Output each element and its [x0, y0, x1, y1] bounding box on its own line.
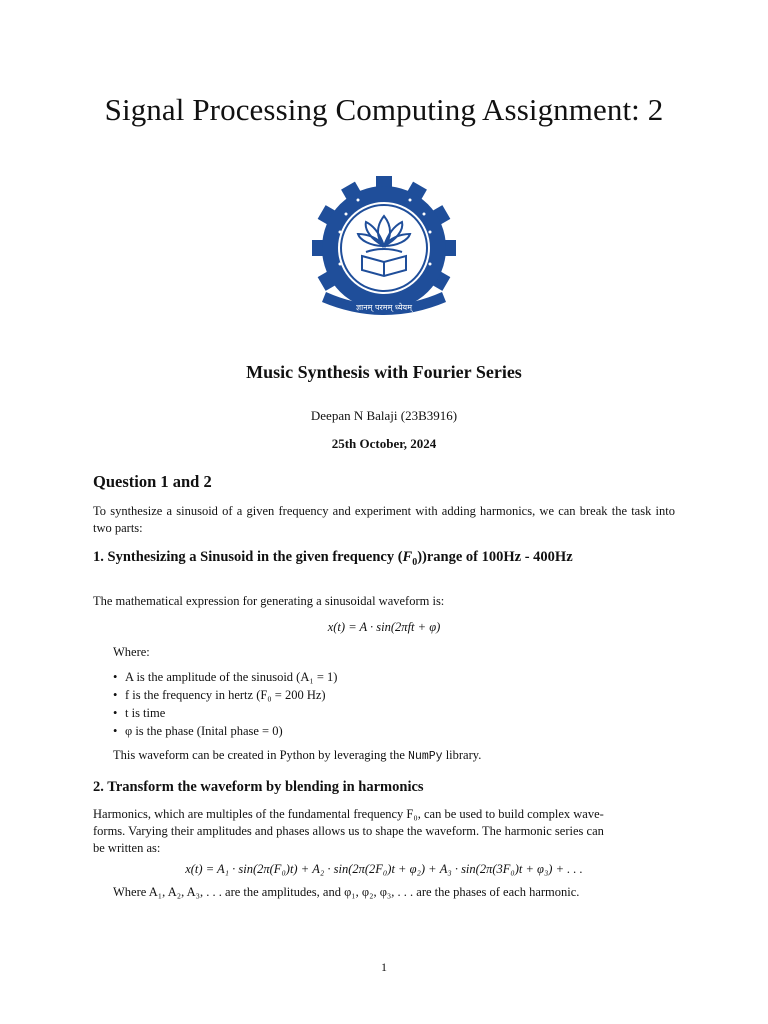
- expression-intro: The mathematical expression for generating a sinusoidal waveform is:: [93, 594, 445, 608]
- logo-motto: ज्ञानम् परमम् ध्येयम्: [356, 303, 412, 312]
- definition-list: [113, 668, 337, 740]
- subsection-heading-1: 1. Synthesizing a Sinusoid in the given frequency $(F_0))range$ of 100Hz - 400Hz: [93, 549, 573, 568]
- list-item: • t is time: [113, 704, 337, 722]
- subsection-heading-2: 2. Transform the waveform by blending in harmonics: [93, 779, 424, 795]
- iit-bombay-logo: [300, 172, 468, 324]
- list-item: • A is the amplitude of the sinusoid (A₁ = 1): [113, 668, 337, 686]
- section-intro: To synthesize a sinusoid of a given frequency and experiment with adding harmonics, we can break the task into two parts:: [93, 504, 675, 535]
- harmonics-paragraph: Harmonics, which are multiples of the fundamental frequency F₀, can be used to build complex wave- forms. Varying their amplitudes and phases allows us to shape the waveform. The harmonic series can be written as:: [93, 807, 604, 855]
- harmonics-where: Where A₁, A₂, A₃, . . . are the amplitudes, and φ₁, φ₂, φ₃, . . . are the phases of each harmonic.: [113, 885, 580, 899]
- section-heading: Question 1 and 2: [93, 472, 212, 491]
- equation-harmonic-series: x(t) = A₁ · sin(2π(F₀)t) + A₂ · sin(2π(2F₀)t + φ₂) + A₃ · sin(2π(3F₀)t + φ₃) + . . .: [185, 862, 583, 876]
- where-label: Where:: [113, 645, 150, 659]
- document-title: Signal Processing Computing Assignment: 2: [104, 92, 664, 127]
- list-item: • f is the frequency in hertz (F₀ = 200 Hz): [113, 686, 337, 704]
- numpy-note: This waveform can be created in Python by leveraging the NumPy library.: [113, 748, 482, 763]
- document-subtitle: Music Synthesis with Fourier Series: [246, 362, 522, 382]
- page-number: 1: [381, 960, 387, 974]
- author: Deepan N Balaji (23B3916): [310, 408, 458, 423]
- list-item: • φ is the phase (Inital phase = 0): [113, 722, 337, 740]
- gear-icon: [312, 176, 456, 310]
- equation-sinusoid: x(t) = A · sin(2πft + φ): [327, 620, 441, 634]
- date: 25th October, 2024: [331, 436, 437, 451]
